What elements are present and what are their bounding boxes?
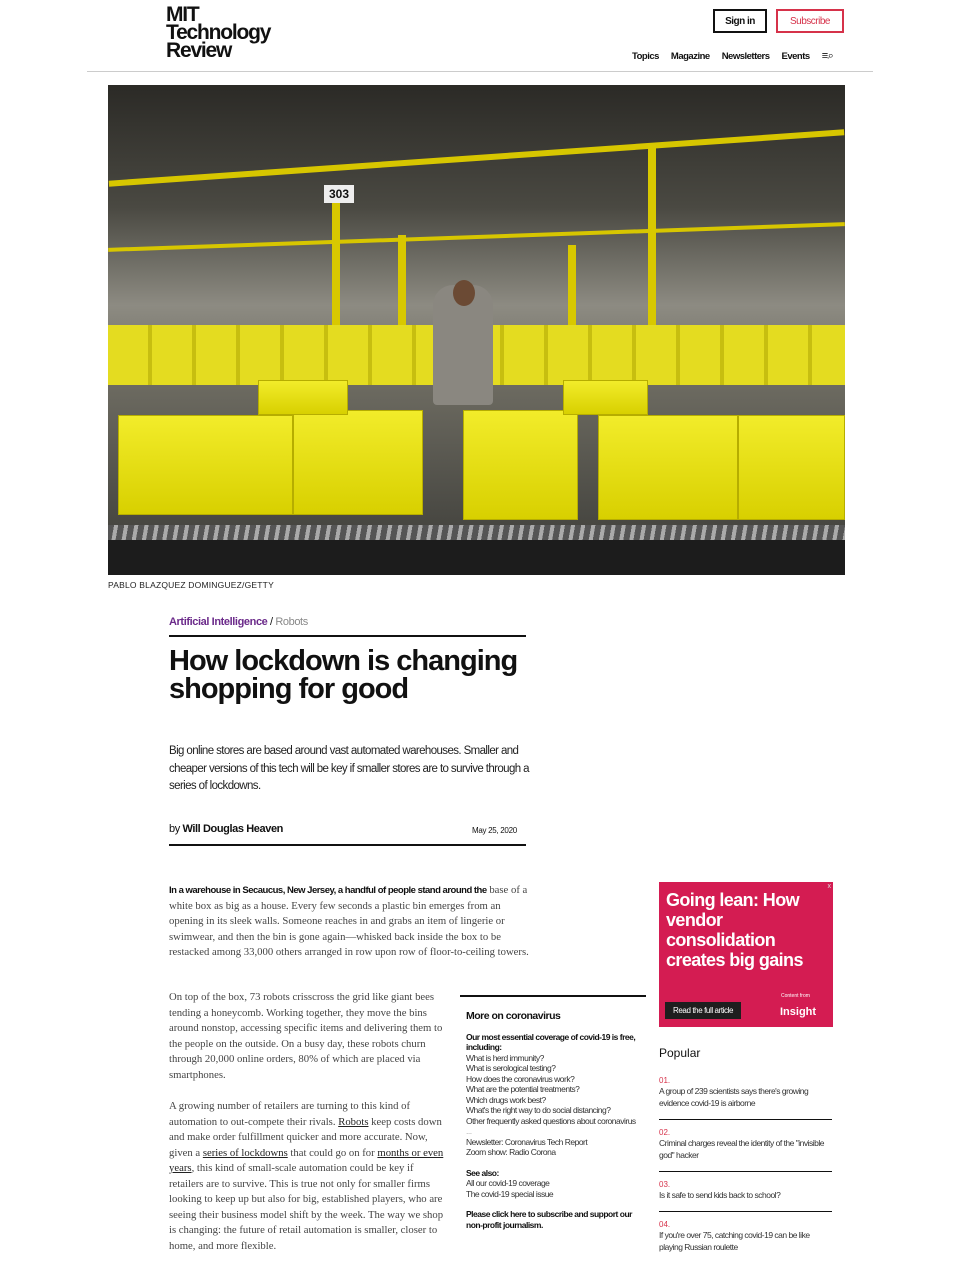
byline (169, 823, 283, 835)
popular-item[interactable] (659, 1076, 832, 1120)
link-robots[interactable]: Robots (338, 1115, 369, 1128)
logo-line: Review (166, 39, 232, 62)
author-link[interactable]: Will Douglas Heaven (182, 823, 283, 835)
byline-prefix: by (169, 823, 183, 835)
nav-events[interactable]: Events (781, 51, 810, 62)
see-also-link[interactable]: All our covid-19 coverage (466, 1178, 550, 1188)
menu-search-icon[interactable]: ≡⌕ (821, 50, 834, 62)
sidebar-separator: ... (466, 1126, 472, 1136)
nav-newsletters[interactable]: Newsletters (721, 51, 770, 62)
ad-content-from: Content from (781, 993, 810, 999)
see-also-label: See also: (466, 1167, 499, 1178)
lead-in: In a warehouse in Secaucus, New Jersey, a handful of people stand around the (169, 885, 487, 896)
zoom-show-link[interactable]: Zoom show: Radio Corona (466, 1147, 556, 1157)
paragraph-text: A growing number of retailers are turning to this kind of automation to out-compete their rivals. (169, 1100, 411, 1128)
category-link[interactable]: Artificial Intelligence (169, 616, 268, 628)
logo[interactable] (166, 3, 271, 62)
newsletter-link[interactable]: Newsletter: Coronavirus Tech Report (466, 1136, 588, 1147)
breadcrumb-separator: / (267, 616, 276, 628)
ad-brand-logo: Insight (780, 1006, 817, 1018)
ad-close-icon[interactable]: x (827, 883, 831, 890)
logo-line: MIT (166, 3, 199, 26)
sidebar-link[interactable]: Other frequently asked questions about coronavirus (466, 1115, 636, 1126)
link-series-of-lockdowns[interactable]: series of lockdowns (202, 1146, 288, 1159)
title-rule (169, 635, 526, 637)
popular-item[interactable] (659, 1180, 832, 1212)
item-title[interactable]: Is it safe to send kids back to school? (659, 1190, 781, 1200)
header-divider (87, 71, 873, 72)
ad-headline: Going lean: How vendor consolidation creates big gains (666, 890, 803, 970)
nav-topics[interactable]: Topics (632, 51, 659, 62)
item-title[interactable]: If you're over 75, catching covid-19 can be like playing Russian roulette (659, 1230, 810, 1252)
paragraph-3 (169, 1099, 444, 1254)
sign-in-button[interactable]: Sign in (713, 9, 767, 33)
sidebar-link[interactable]: Which drugs work best? (466, 1094, 546, 1105)
sidebar-link[interactable]: What is herd immunity? (466, 1052, 544, 1063)
main-nav (632, 50, 833, 63)
breadcrumb (169, 616, 308, 628)
item-number: 01. (659, 1076, 671, 1085)
popular-item[interactable] (659, 1128, 832, 1172)
sidebar-heading: More on coronavirus (466, 1010, 561, 1022)
hero-image (108, 85, 845, 575)
ad-read-button[interactable]: Read the full article (665, 1002, 741, 1019)
paragraph-text: , this kind of small-scale automation could be key if retailers are to survive. This is true not only for smaller firms looking to keep up but also for big, established players, who are seeing their business model shift by the week. The way we shop is changing: the future of retail automation is smaller, closer to home, and more flexible. (169, 1162, 444, 1252)
photo-sign: 303 (324, 185, 354, 203)
item-title[interactable]: Criminal charges reveal the identity of the "invisible god" hacker (659, 1138, 824, 1160)
sidebar-link[interactable]: What is serological testing? (466, 1063, 556, 1073)
sidebar-rule (460, 995, 646, 997)
subscribe-button[interactable]: Subscribe (776, 9, 844, 33)
sidebar-link[interactable]: What are the potential treatments? (466, 1084, 580, 1094)
logo-line: Technology (166, 21, 271, 44)
item-number: 03. (659, 1180, 671, 1189)
sidebar-link[interactable]: How does the coronavirus work? (466, 1073, 575, 1084)
coronavirus-sidebar (460, 995, 646, 1230)
popular-heading: Popular (659, 1046, 701, 1060)
article-title: How lockdown is changing shopping for good (169, 645, 518, 705)
item-number: 02. (659, 1128, 671, 1137)
paragraph-text: that could go on for (287, 1146, 378, 1159)
item-number: 04. (659, 1220, 671, 1229)
see-also-link[interactable]: The covid-19 special issue (466, 1188, 554, 1199)
item-title[interactable]: A group of 239 scientists says there's growing evidence covid-19 is airborne (659, 1086, 809, 1108)
paragraph-text: base of a white box as big as a house. Every few seconds a plastic bin emerges from an opening in its sleek walls. Someone reaches in and grabs an item of lingerie or swimwear, and then the bin is gone again—whisked back inside the box to be restacked among 33,000 others arranged in row upon row of floor-to-ceiling towers. (169, 884, 529, 958)
sidebar-link[interactable]: What's the right way to do social distancing? (466, 1105, 611, 1115)
advertisement[interactable] (659, 882, 833, 1027)
subcategory-link[interactable]: Robots (275, 616, 308, 628)
photo-credit: PABLO BLAZQUEZ DOMINGUEZ/GETTY (108, 580, 274, 590)
popular-item[interactable] (659, 1220, 832, 1263)
paragraph-1 (169, 883, 529, 961)
paragraph-text: keep costs down and make order fulfillment quicker and more accurate. Now, given a (169, 1115, 442, 1159)
paragraph-2: On top of the box, 73 robots crisscross the grid like giant bees tending a honeycomb. Working together, they move the bins around nonstop, accessing specific items and delivering them to the people on the outside. On a busy day, these robots churn through 20,000 online orders, 80% of which are placed via smartphones. (169, 991, 443, 1081)
popular-list (659, 1046, 832, 1271)
article-dek: Big online stores are based around vast automated warehouses. Smaller and cheaper versions of this tech will be key if smaller stores are to survive through a series of lockdowns. (169, 745, 529, 792)
nav-magazine[interactable]: Magazine (670, 51, 710, 62)
publish-date: May 25, 2020 (472, 826, 517, 835)
link-months-or-even-years[interactable]: months or even years (169, 1146, 444, 1174)
subscribe-cta-link[interactable]: Please click here to subscribe and support our non-profit journalism. (466, 1209, 632, 1230)
byline-rule (169, 844, 526, 846)
sidebar-intro: Our most essential coverage of covid-19 is free, including: (466, 1031, 636, 1052)
